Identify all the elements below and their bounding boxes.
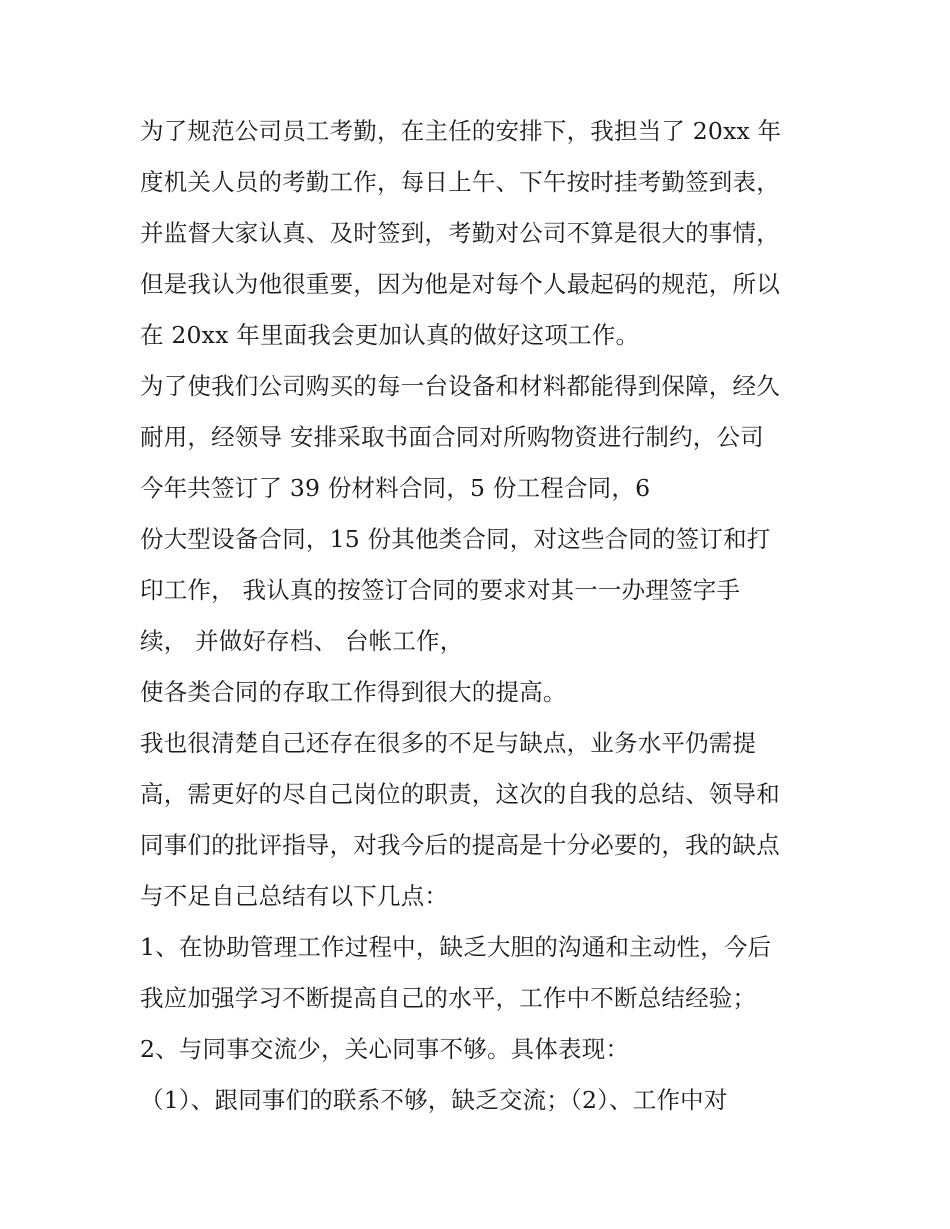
- text-line: 使各类合同的存取工作得到很大的提高。: [140, 678, 567, 706]
- text-line: 度机关人员的考勤工作，每日上午、下午按时挂考勤签到表，: [140, 168, 780, 196]
- text-line: 2、与同事交流少，关心同事不够。具体表现：: [140, 1035, 630, 1063]
- document-body: [140, 106, 830, 1126]
- text-line: 与不足自己总结有以下几点：: [140, 882, 449, 910]
- text-line: 为了使我们公司购买的每一台设备和材料都能得到保障，经久: [140, 372, 780, 400]
- text-line: 为了规范公司员工考勤，在主任的安排下，我担当了 20xx 年: [140, 117, 782, 145]
- text-line: 今年共签订了 39 份材料合同，5 份工程合同，6: [140, 474, 651, 502]
- text-line: 1、在协助管理工作过程中，缺乏大胆的沟通和主动性，今后: [140, 933, 772, 961]
- text-line: 续， 并做好存档、 台帐工作，: [140, 627, 464, 655]
- text-line: 但是我认为他很重要，因为他是对每个人最起码的规范，所以: [140, 270, 780, 298]
- text-line: （1）、跟同事们的联系不够，缺乏交流；（2）、工作中对: [140, 1086, 728, 1114]
- text-line: 高，需更好的尽自己岗位的职责，这次的自我的总结、领导和: [140, 780, 780, 808]
- text-line: 我也很清楚自己还存在很多的不足与缺点，业务水平仍需提: [140, 729, 757, 757]
- text-line: 我应加强学习不断提高自己的水平，工作中不断总结经验；: [140, 984, 757, 1012]
- text-line: 份大型设备合同，15 份其他类合同，对这些合同的签订和打: [140, 525, 771, 553]
- text-line: 印工作， 我认真的按签订合同的要求对其一一办理签字手: [140, 576, 741, 604]
- text-line: 并监督大家认真、及时签到，考勤对公司不算是很大的事情，: [140, 219, 780, 247]
- text-line: 同事们的批评指导，对我今后的提高是十分必要的，我的缺点: [140, 831, 780, 859]
- text-line: 在 20xx 年里面我会更加认真的做好这项工作。: [140, 321, 640, 349]
- text-line: 耐用，经领导 安排采取书面合同对所购物资进行制约，公司: [140, 423, 764, 451]
